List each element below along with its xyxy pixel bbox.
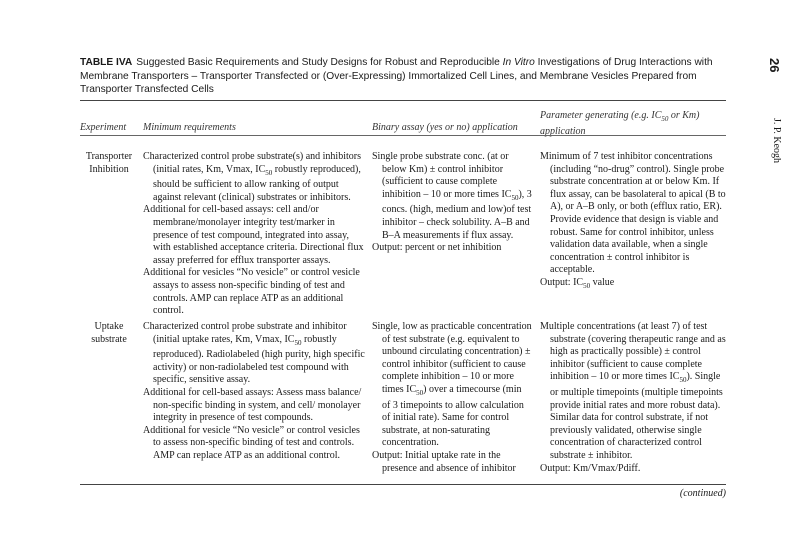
row2-binary: [372, 321, 532, 475]
page-number: 26: [767, 58, 782, 73]
row2-experiment: Uptake substrate: [91, 321, 127, 345]
header-experiment: Experiment: [80, 122, 127, 133]
row2-bin-output: Output: Initial uptake rate in the presence and absence of inhibitor: [372, 449, 516, 474]
running-head: [764, 58, 786, 258]
row2-min-p1: Characterized control probe substrate and inhibitor (initial uptake rates, Km, Vmax, $IC_{50}$ robustly reproduced). Radiolabeled (high purity, high specific activity) or non-radiolabeled test compound with specific, sensitive assay.: [143, 321, 365, 386]
header-minimum: Minimum requirements: [143, 122, 236, 133]
row1-min-p2: Additional for cell-based assays: cell and/or membrane/monolayer integrity test/marker in presence of test compound, integrated into assay, with established acceptance criteria. Directional flux assay preferred for efflux transporter assays.: [143, 204, 364, 266]
table-label: TABLE IVA: [80, 57, 133, 68]
header-rule: [80, 135, 726, 136]
row1-par-p1: Minimum of 7 test inhibitor concentrations (including “no-drug” control). Single probe substrate concentration at or below Km. If flux assay, can be basolateral to apical (B to A), or A–B only, or both (efflux ratio, ER). Provide evidence that design is viable and robust. Same for control inhibitor, unless validation data available, when a single concentration ± control inhibitor is acceptable.: [540, 151, 726, 276]
row2-par-output: Output: Km/Vmax/Pdiff.: [540, 462, 641, 474]
row1-binary: [372, 151, 532, 255]
caption-part-1: Suggested Basic Requirements and Study Designs for Robust and Reproducible: [136, 57, 503, 68]
continued-note: (continued): [679, 488, 726, 499]
caption-italic: In Vitro: [502, 57, 535, 68]
row1-bin-p1: Single probe substrate conc. (at or below Km) ± control inhibitor (sufficient to cause complete inhibition – 10 or more times $IC_{50}$), 3 concs. (high, medium and low)of test inhibitor – check solubility. A–B and B–A measurements if flux assay.: [372, 151, 532, 241]
table-caption: [80, 56, 720, 97]
running-head-author: J. P. Keogh: [771, 118, 782, 164]
row1-par-output: Output: $IC_{50}$ value: [540, 276, 615, 290]
table-top-rule: [80, 100, 726, 101]
header-binary: Binary assay (yes or no) application: [372, 122, 518, 133]
row2-bin-p1: Single, low as practicable concentration of test substrate (e.g. equivalent to unbound circulating concentration) ± control inhibitor (sufficient to cause complete inhibition – 10 or more times $IC_{50}$) over a timecourse (min of 3 timepoints to allow calculation of initial rate). Same for control substrate, at non-saturating concentration.: [372, 321, 532, 449]
row2-par-p1: Multiple concentrations (at least 7) of test substrate (covering therapeutic range and as high as practically possible) ± control inhibitor (sufficient to cause complete inhibition – 10 or more times $IC_{50}$). Single or multiple timepoints (multiple timepoints provide initial rates and more robust data). Similar data for control substrate, if not previously validated, otherwise single concentration of characterized control substrate ± inhibitor.: [540, 321, 726, 461]
header-param: Parameter generating (e.g. $IC_{50}$ or Km) application: [540, 110, 700, 137]
row1-minimum: [143, 151, 366, 318]
table-bottom-rule: [80, 484, 726, 485]
row2-min-p2: Additional for cell-based assays: Assess mass balance/ non-specific binding in system, and cell/ monolayer integrity in presence of test compounds.: [143, 386, 362, 424]
row2-param: [540, 321, 726, 475]
caption-part-3: Investigations of Drug Interactions with Membrane Transporters – Transporter Transfected or (Over-Expressing) Immortalized Cell Lines, and Membrane Vesicles Prepared from Transporter Transfected Cells: [80, 57, 713, 95]
row1-experiment: Transporter Inhibition: [85, 151, 133, 175]
row1-min-p1: Characterized control probe substrate(s) and inhibitors (initial rates, Km, Vmax, $IC_{50}$ robustly reproduced), should be sufficient to allow ranking of output against relevant (clinical) substrates or inhibitors.: [143, 151, 361, 203]
row1-param: [540, 151, 726, 293]
row1-min-p3: Additional for vesicles “No vesicle” or control vesicle assays to assess non-specific binding of test and controls. AMP can replace ATP as an additional control.: [143, 267, 360, 317]
row1-bin-output: Output: percent or net inhibition: [372, 242, 502, 254]
row2-min-p3: Additional for vesicle “No vesicle” or control vesicles to assess non-specific binding of test and controls. AMP can replace ATP as an additional control.: [143, 424, 360, 461]
row2-minimum: [143, 321, 366, 463]
